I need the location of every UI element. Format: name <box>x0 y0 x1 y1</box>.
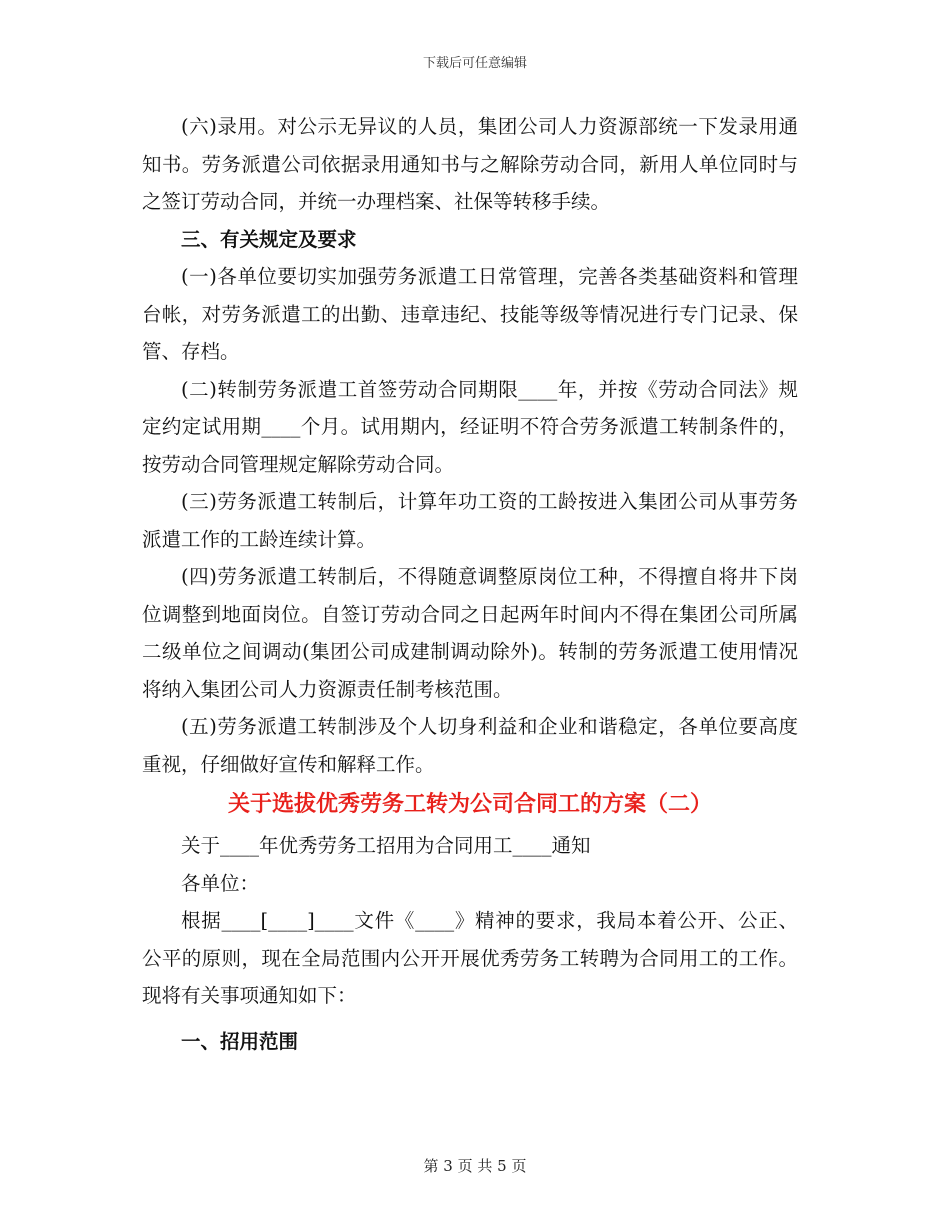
document-title: 关于选拔优秀劳务工转为公司合同工的方案（二） <box>227 792 712 817</box>
paragraph-recruitment: (六)录用。对公示无异议的人员，集团公司人力资源部统一下发录用通知书。劳务派遣公司依据录用通知书与之解除劳动合同，新用人单位同时与之签订劳动合同，并统一办理档案、社保等转移手续。 <box>142 115 798 213</box>
page-header: 下载后可任意编辑 <box>422 56 527 71</box>
paragraph-item-3: (三)劳务派遣工转制后，计算年功工资的工龄按进入集团公司从事劳务派遣工作的工龄连续计算。 <box>142 490 798 551</box>
section-heading-regulations: 三、有关规定及要求 <box>181 227 357 251</box>
paragraph-item-2: (二)转制劳务派遣工首签劳动合同期限____年，并按《劳动合同法》规定约定试用期____个月。试用期内，经证明不符合劳务派遣工转制条件的，按劳动合同管理规定解除劳动合同。 <box>142 377 798 476</box>
page-number: 第 3 页 共 5 页 <box>423 1157 527 1175</box>
salutation: 各单位： <box>181 871 260 895</box>
paragraph-item-4: (四)劳务派遣工转制后，不得随意调整原岗位工种，不得擅自将井下岗位调整到地面岗位。自签订劳动合同之日起两年时间内不得在集团公司所属二级单位之间调动(集团公司成建制调动除外)。转制的劳务派遣工使用情况将纳入集团公司人力资源责任制考核范围。 <box>142 565 798 701</box>
section-heading-scope: 一、招用范围 <box>181 1029 299 1053</box>
paragraph-item-5: (五)劳务派遣工转制涉及个人切身利益和企业和谐稳定，各单位要高度重视，仔细做好宣传和解释工作。 <box>142 715 798 776</box>
document-body <box>142 108 798 1060</box>
paragraph-intro: 根据____[____]____文件《____》精神的要求，我局本着公开、公正、公平的原则，现在全局范围内公开开展优秀劳务工转聘为合同用工的工作。现将有关事项通知如下： <box>142 909 798 1007</box>
paragraph-item-1: (一)各单位要切实加强劳务派遣工日常管理，完善各类基础资料和管理台帐，对劳务派遣工的出勤、违章违纪、技能等级等情况进行专门记录、保管、存档。 <box>142 265 798 363</box>
notice-subject: 关于____年优秀劳务工招用为合同用工____通知 <box>181 834 591 857</box>
